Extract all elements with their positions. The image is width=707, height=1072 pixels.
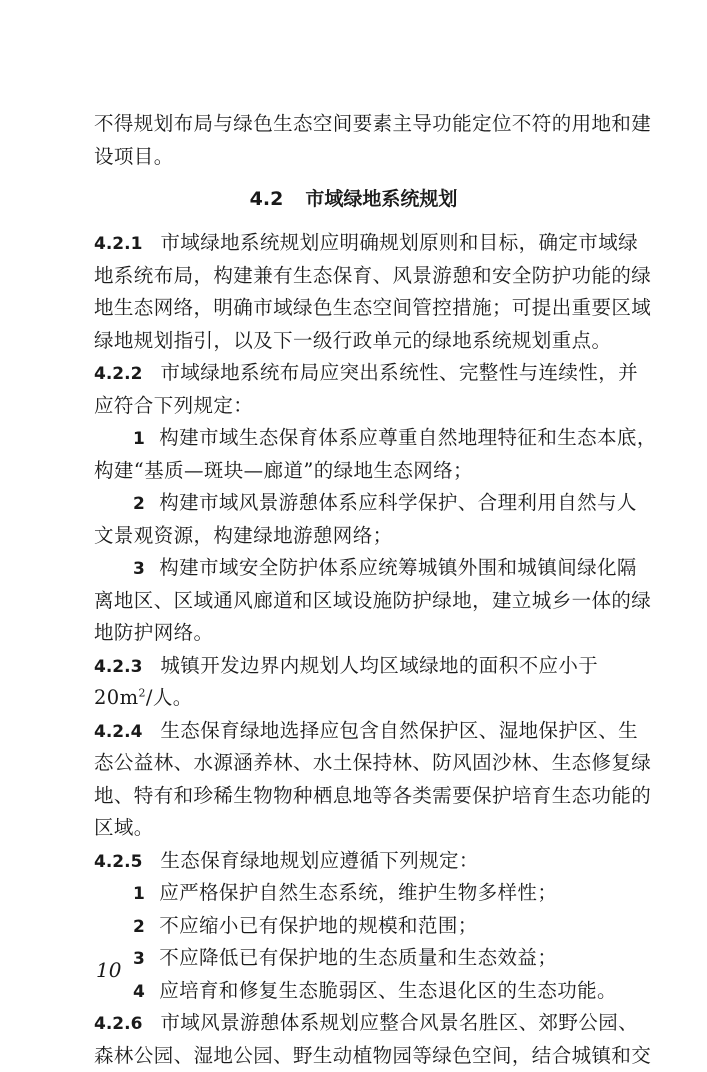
clause-number: 4.2.6 — [94, 1014, 142, 1034]
text-line: 地防护网络。 — [0, 617, 707, 650]
clause-text: 生态保育绿地选择应包含自然保护区、湿地保护区、生 — [160, 719, 638, 742]
clause-4-2-2 — [0, 357, 707, 390]
clause-text: 市域绿地系统布局应突出系统性、完整性与连续性，并 — [160, 361, 638, 384]
clause-4-2-6 — [0, 1007, 707, 1040]
item-text: 不应缩小已有保护地的规模和范围； — [159, 914, 477, 937]
item-text: 应培育和修复生态脆弱区、生态退化区的生态功能。 — [159, 979, 617, 1002]
section-heading — [0, 183, 707, 215]
text-line: 态公益林、水源涵养林、水土保持林、防风固沙林、生态修复绿 — [0, 747, 707, 780]
item-number: 2 — [133, 917, 145, 937]
text-line: 地生态网络，明确市域绿色生态空间管控措施；可提出重要区域 — [0, 292, 707, 325]
text-line — [0, 682, 707, 715]
area-unit: /人。 — [146, 686, 193, 709]
clause-4-2-3 — [0, 650, 707, 683]
clause-number: 4.2.2 — [94, 364, 142, 384]
item-number: 1 — [133, 884, 145, 904]
text-line: 文景观资源，构建绿地游憩网络； — [0, 520, 707, 553]
list-item — [0, 910, 707, 943]
page-content — [0, 108, 707, 1072]
clause-number: 4.2.4 — [94, 722, 142, 742]
item-number: 3 — [133, 559, 145, 579]
area-value: 20m — [94, 686, 139, 709]
list-item — [0, 877, 707, 910]
item-text: 不应降低已有保护地的生态质量和生态效益； — [159, 946, 557, 969]
list-item — [0, 422, 707, 455]
text-line: 森林公园、湿地公园、野生动植物园等绿色空间，结合城镇和交 — [0, 1040, 707, 1072]
text-line: 构建“基质—斑块—廊道”的绿地生态网络； — [0, 455, 707, 488]
clause-text: 市域风景游憩体系规划应整合风景名胜区、郊野公园、 — [160, 1011, 638, 1034]
text-line: 区域。 — [0, 812, 707, 845]
item-text: 构建市域生态保育体系应尊重自然地理特征和生态本底， — [159, 426, 657, 449]
text-line: 绿地规划指引，以及下一级行政单元的绿地系统规划重点。 — [0, 325, 707, 358]
item-number: 4 — [133, 982, 145, 1002]
section-title: 市域绿地系统规划 — [305, 188, 457, 210]
item-number: 3 — [133, 949, 145, 969]
list-item — [0, 552, 707, 585]
item-text: 构建市域风景游憩体系应科学保护、合理利用自然与人 — [159, 491, 637, 514]
item-text: 构建市域安全防护体系应统筹城镇外围和城镇间绿化隔 — [159, 556, 637, 579]
clause-number: 4.2.3 — [94, 657, 142, 677]
clause-text: 市域绿地系统规划应明确规划原则和目标，确定市域绿 — [160, 231, 638, 254]
clause-4-2-1 — [0, 227, 707, 260]
clause-text: 城镇开发边界内规划人均区域绿地的面积不应小于 — [160, 654, 598, 677]
clause-4-2-5 — [0, 845, 707, 878]
list-item — [0, 487, 707, 520]
clause-4-2-4 — [0, 715, 707, 748]
text-line: 地系统布局，构建兼有生态保育、风景游憩和安全防护功能的绿 — [0, 260, 707, 293]
text-line: 地、特有和珍稀生物物种栖息地等各类需要保护培育生态功能的 — [0, 780, 707, 813]
item-number: 2 — [133, 494, 145, 514]
text-line: 应符合下列规定： — [0, 390, 707, 423]
text-line: 不得规划布局与绿色生态空间要素主导功能定位不符的用地和建 — [0, 108, 707, 141]
superscript: 2 — [139, 687, 146, 700]
text-line: 设项目。 — [0, 141, 707, 174]
item-text: 应严格保护自然生态系统，维护生物多样性； — [159, 881, 557, 904]
section-number: 4.2 — [250, 188, 284, 210]
clause-number: 4.2.1 — [94, 234, 142, 254]
clause-number: 4.2.5 — [94, 852, 142, 872]
clause-text: 生态保育绿地规划应遵循下列规定： — [160, 849, 478, 872]
text-line: 离地区、区域通风廊道和区域设施防护绿地，建立城乡一体的绿 — [0, 585, 707, 618]
page-number: 10 — [96, 958, 121, 982]
item-number: 1 — [133, 429, 145, 449]
